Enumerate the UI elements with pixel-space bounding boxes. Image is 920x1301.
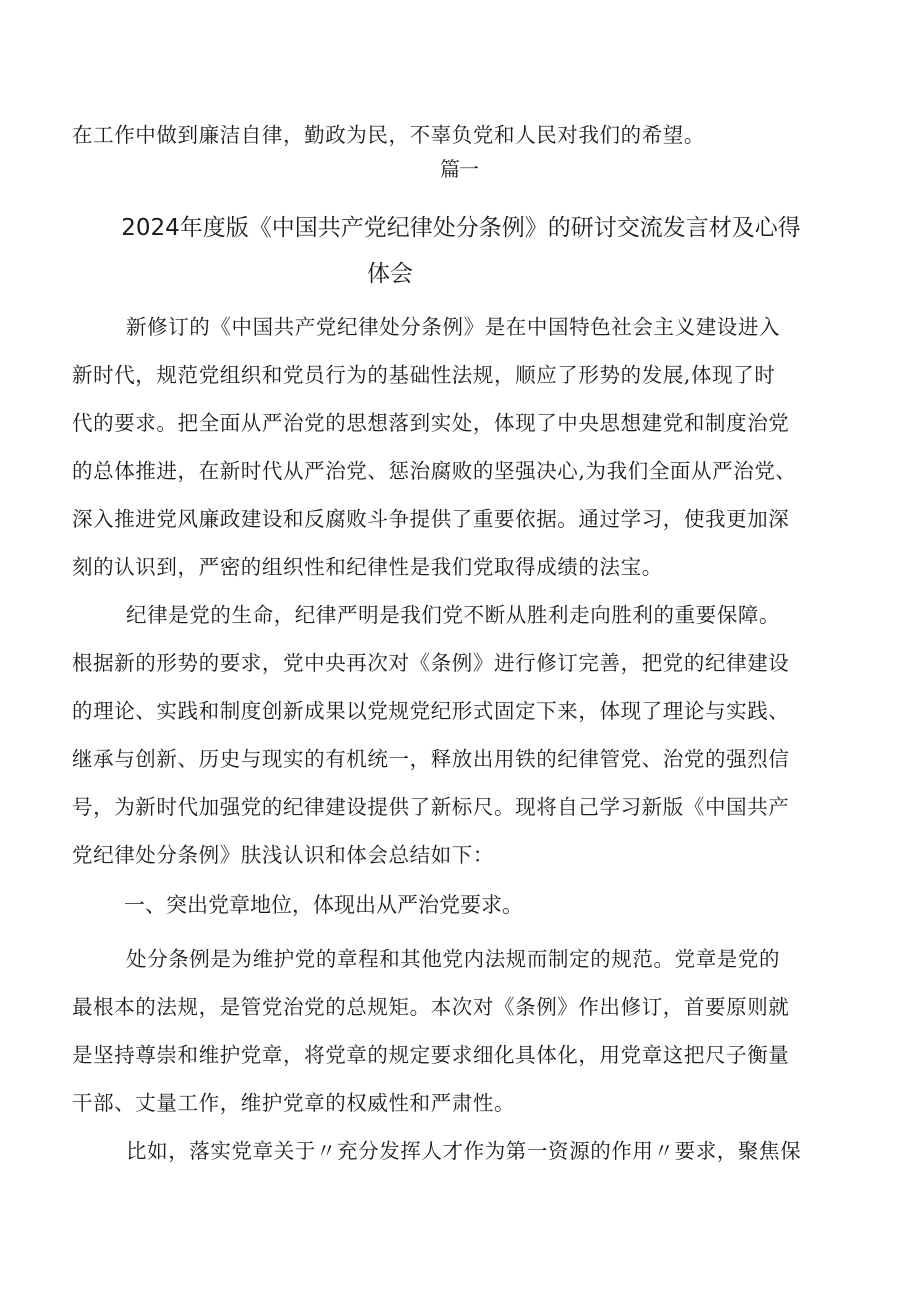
paragraph-1-line: 深入推进党风廉政建设和反腐败斗争提供了重要依据。通过学习，使我更加深: [72, 507, 790, 531]
paragraph-1-line: 新时代，规范党组织和党员行为的基础性法规，顺应了形势的发展,体现了时: [72, 363, 776, 387]
paragraph-2-line: 的理论、实践和制度创新成果以党规党纪形式固定下来，体现了理论与实践、: [72, 699, 790, 723]
paragraph-2-line: 党纪律处分条例》肤浅认识和体会总结如下：: [72, 843, 494, 867]
paragraph-3-line: 处分条例是为维护党的章程和其他党内法规而制定的规范。党章是党的: [126, 947, 781, 971]
paragraph-2-line: 纪律是党的生命，纪律严明是我们党不断从胜利走向胜利的重要保障。: [126, 603, 781, 627]
section-heading-1: 一、突出党章地位，体现出从严治党要求。: [124, 893, 523, 917]
document-title-line-2: 体会: [367, 261, 413, 287]
paragraph-2-line: 继承与创新、历史与现实的有机统一，释放出用铁的纪律管党、治党的强烈信: [72, 747, 790, 771]
paragraph-1-line: 代的要求。把全面从严治党的思想落到实处，体现了中央思想建党和制度治党: [72, 411, 790, 435]
paragraph-2-line: 号，为新时代加强党的纪律建设提供了新标尺。现将自己学习新版《中国共产: [72, 795, 790, 819]
paragraph-3-line: 最根本的法规，是管党治党的总规矩。本次对《条例》作出修订，首要原则就: [72, 995, 790, 1019]
paragraph-1-line: 的总体推进，在新时代从严治党、惩治腐败的坚强决心,为我们全面从严治党、: [72, 459, 797, 483]
paragraph-1-line: 刻的认识到，严密的组织性和纪律性是我们党取得成绩的法宝。: [72, 555, 663, 579]
intro-text-line: 在工作中做到廉洁自律，勤政为民，不辜负党和人民对我们的希望。: [72, 123, 705, 147]
paragraph-3-line: 是坚持尊崇和维护党章，将党章的规定要求细化具体化，用党章这把尺子衡量: [72, 1043, 790, 1067]
paragraph-4-line: 比如，落实党章关于〃充分发挥人才作为第一资源的作用〃要求，聚焦保: [126, 1139, 802, 1163]
paragraph-3-line: 干部、丈量工作，维护党章的权威性和严肃性。: [72, 1091, 516, 1115]
document-title-line-1: 2024年度版《中国共产党纪律处分条例》的研讨交流发言材及心得: [121, 215, 801, 241]
paragraph-2-line: 根据新的形势的要求，党中央再次对《条例》进行修订完善，把党的纪律建设: [72, 651, 790, 675]
section-marker: 篇一: [440, 157, 478, 181]
paragraph-1-line: 新修订的《中国共产党纪律处分条例》是在中国特色社会主义建设进入: [126, 315, 781, 339]
